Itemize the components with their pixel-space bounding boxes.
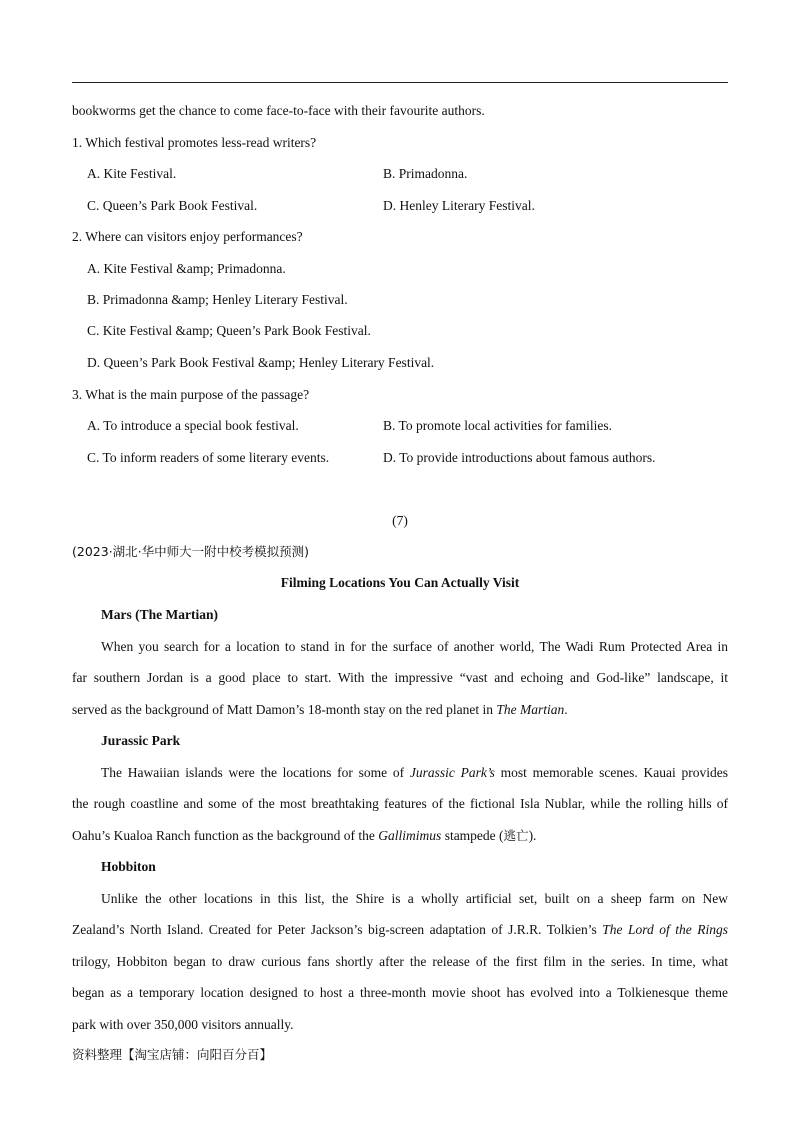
book-title-lord-of-the-rings: The Lord of the Rings bbox=[602, 922, 728, 937]
film-title-the-martian: The Martian bbox=[496, 702, 565, 717]
gloss-stampede: 逃亡 bbox=[503, 828, 529, 843]
header-rule bbox=[72, 82, 728, 83]
mars-line-1: When you search for a location to stand in for the surface of another world, The Wadi Rum Protected Area in bbox=[101, 639, 728, 654]
question-1-stem: 1. Which festival promotes less-read writers? bbox=[72, 135, 317, 150]
jurassic-line-3-mid: stampede ( bbox=[441, 828, 504, 843]
mars-line-2: far southern Jordan is a good place to start. With the impressive “vast and echoing and God-like” landscape, it bbox=[72, 670, 728, 685]
question-3-stem: 3. What is the main purpose of the passage? bbox=[72, 387, 310, 402]
jurassic-line-1 bbox=[101, 764, 728, 782]
section-heading-mars: Mars (The Martian) bbox=[101, 607, 218, 622]
section-heading-hobbiton: Hobbiton bbox=[101, 859, 156, 874]
jurassic-line-1-end: most memorable scenes. Kauai provides bbox=[494, 765, 728, 780]
section-number: (7) bbox=[392, 513, 408, 528]
question-1-option-a: A. Kite Festival. bbox=[87, 166, 177, 181]
hobbiton-line-5: park with over 350,000 visitors annually. bbox=[72, 1017, 294, 1032]
hobbiton-line-4: began as a temporary location designed to host a three-month movie shoot has evolved into a Tolkienesque theme bbox=[72, 985, 728, 1000]
hobbiton-line-3: trilogy, Hobbiton began to draw curious fans shortly after the release of the first film in the series. In time, what bbox=[72, 954, 728, 969]
hobbiton-line-2 bbox=[72, 921, 728, 939]
question-3-option-c: C. To inform readers of some literary events. bbox=[87, 450, 330, 465]
jurassic-line-2: the rough coastline and some of the most breathtaking features of the fictional Isla Nublar, while the rolling hills of bbox=[72, 796, 728, 811]
footer-note: 资料整理【淘宝店铺：向阳百分百】 bbox=[72, 1047, 273, 1062]
mars-line-3-text: served as the background of Matt Damon’s 18-month stay on the red planet in bbox=[72, 702, 497, 717]
source-note: (2023·湖北·华中师大一附中校考模拟预测) bbox=[72, 544, 310, 559]
section-heading-jurassic-park: Jurassic Park bbox=[101, 733, 181, 748]
mars-line-3 bbox=[72, 701, 568, 719]
jurassic-line-3 bbox=[72, 827, 536, 845]
jurassic-line-3-start: Oahu’s Kualoa Ranch function as the background of the bbox=[72, 828, 379, 843]
question-2-stem: 2. Where can visitors enjoy performances? bbox=[72, 229, 303, 244]
film-title-jurassic-park: Jurassic Park’s bbox=[409, 765, 495, 780]
question-1-option-b: B. Primadonna. bbox=[383, 166, 468, 181]
question-3-option-b: B. To promote local activities for families. bbox=[383, 418, 612, 433]
article-title: Filming Locations You Can Actually Visit bbox=[280, 575, 520, 590]
question-3-option-d: D. To provide introductions about famous authors. bbox=[383, 450, 656, 465]
question-3-option-a: A. To introduce a special book festival. bbox=[87, 418, 299, 433]
jurassic-line-3-end: ). bbox=[528, 828, 537, 843]
jurassic-line-1-start: The Hawaiian islands were the locations for some of bbox=[101, 765, 410, 780]
question-1-option-d: D. Henley Literary Festival. bbox=[383, 198, 535, 213]
species-gallimimus: Gallimimus bbox=[378, 828, 442, 843]
question-2-option-d: D. Queen’s Park Book Festival &amp; Henley Literary Festival. bbox=[87, 355, 435, 370]
hobbiton-line-2-text: Zealand’s North Island. Created for Peter Jackson’s big-screen adaptation of J.R.R. Tolkien’s bbox=[72, 922, 603, 937]
intro-tail: bookworms get the chance to come face-to-face with their favourite authors. bbox=[72, 103, 485, 118]
question-2-option-a: A. Kite Festival &amp; Primadonna. bbox=[87, 261, 286, 276]
mars-line-3-end: . bbox=[564, 702, 568, 717]
question-1-option-c: C. Queen’s Park Book Festival. bbox=[87, 198, 258, 213]
question-2-option-b: B. Primadonna &amp; Henley Literary Festival. bbox=[87, 292, 348, 307]
hobbiton-line-1: Unlike the other locations in this list, the Shire is a wholly artificial set, built on a sheep farm on New bbox=[101, 891, 728, 906]
question-2-option-c: C. Kite Festival &amp; Queen’s Park Book Festival. bbox=[87, 323, 371, 338]
